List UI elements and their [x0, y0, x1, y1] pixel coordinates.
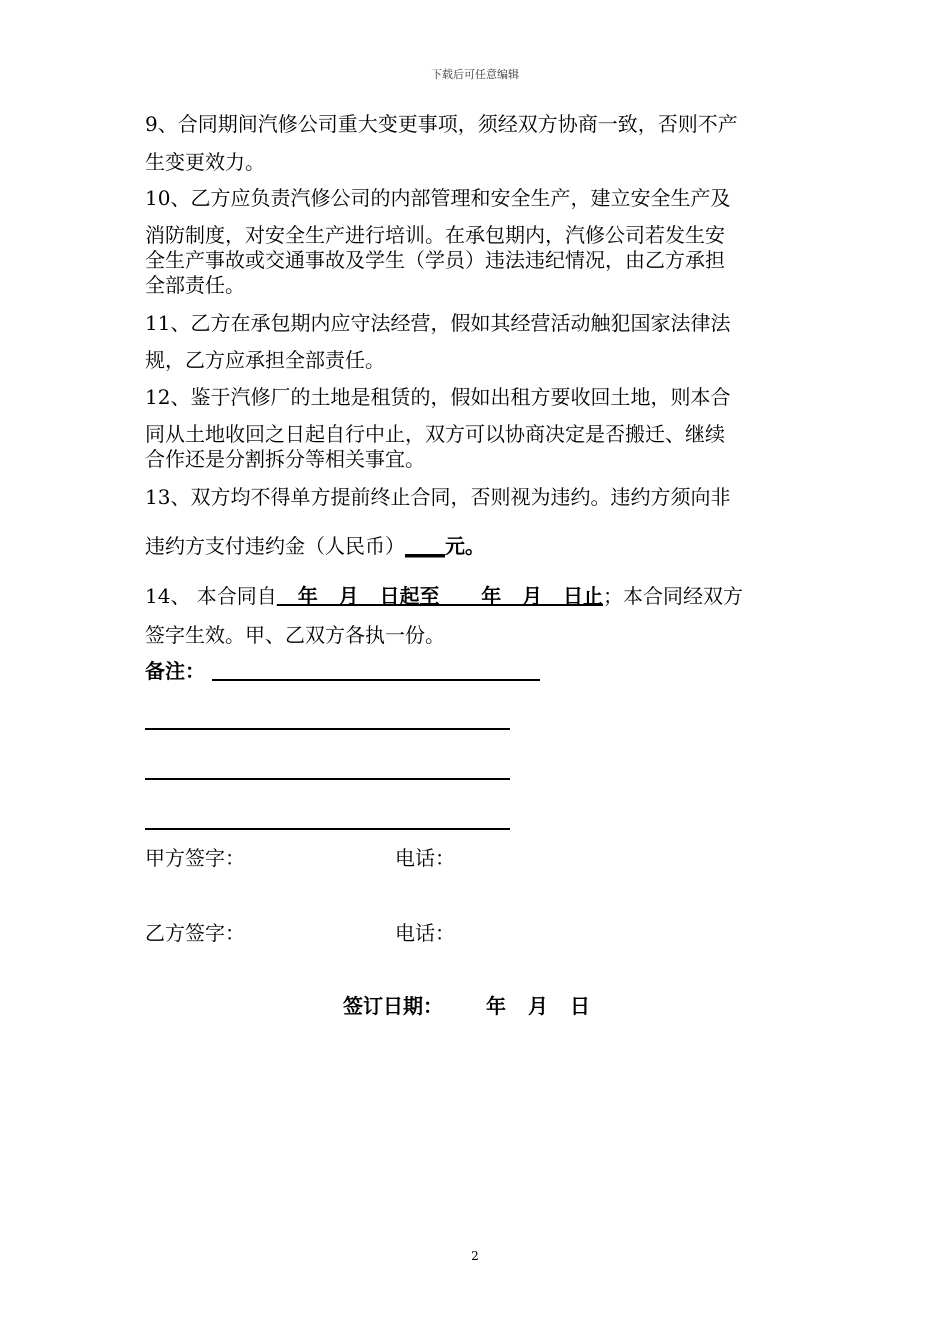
party-b-signature-label: 乙方签字： [145, 921, 245, 945]
party-b-phone-label: 电话： [395, 921, 455, 945]
clause-12-line-3: 合作还是分割拆分等相关事宜。 [145, 447, 425, 471]
term-suffix: ；本合同经双方 [603, 584, 744, 608]
sign-date-day: 日 [570, 994, 590, 1018]
remarks-blank-line-4 [145, 828, 510, 830]
clause-10-line-4: 全部责任。 [145, 273, 245, 297]
clause-9-line-2: 生变更效力。 [145, 150, 265, 174]
term-prefix: 14、 本合同自 [145, 584, 277, 608]
page-number: 2 [471, 1249, 479, 1263]
clause-11-line-2: 规，乙方应承担全部责任。 [145, 348, 385, 372]
clause-10-line-3: 全生产事故或交通事故及学生（学员）违法违纪情况，由乙方承担 [145, 248, 725, 272]
party-a-signature-label: 甲方签字： [145, 846, 245, 870]
clause-13-penalty-line [145, 533, 485, 559]
clause-10-line-2: 消防制度，对安全生产进行培训。在承包期内，汽修公司若发生安 [145, 223, 725, 247]
clause-14-line-2: 签字生效。甲、乙双方各执一份。 [145, 623, 445, 647]
clause-9-line-1: 9、合同期间汽修公司重大变更事项，须经双方协商一致，否则不产 [145, 112, 738, 136]
remarks-blank-line-2 [145, 728, 510, 730]
party-a-phone-label: 电话： [395, 846, 455, 870]
remarks-blank-line-1 [212, 679, 540, 681]
clause-14-line-1 [145, 583, 743, 609]
clause-13-line-1: 13、双方均不得单方提前终止合同，否则视为违约。违约方须向非 [145, 485, 731, 509]
term-dates: 年 月 日起至 年 月 日止 [276, 584, 604, 608]
clause-12-line-1: 12、鉴于汽修厂的土地是租赁的，假如出租方要收回土地，则本合 [145, 385, 731, 409]
remarks-blank-line-3 [145, 778, 510, 780]
sign-date-month: 月 [528, 994, 548, 1018]
penalty-amount-blank: ____ [405, 534, 445, 558]
clause-10-line-1: 10、乙方应负责汽修公司的内部管理和安全生产，建立安全生产及 [145, 186, 731, 210]
remarks-label: 备注： [145, 659, 205, 683]
penalty-suffix: 元。 [445, 534, 485, 558]
page-header: 下载后可任意编辑 [431, 68, 519, 81]
penalty-prefix: 违约方支付违约金（人民币） [145, 534, 405, 558]
sign-date-year: 年 [486, 994, 506, 1018]
clause-12-line-2: 同从土地收回之日起自行中止，双方可以协商决定是否搬迁、继续 [145, 422, 725, 446]
clause-11-line-1: 11、乙方在承包期内应守法经营，假如其经营活动触犯国家法律法 [145, 311, 731, 335]
sign-date-label: 签订日期： [343, 994, 443, 1018]
